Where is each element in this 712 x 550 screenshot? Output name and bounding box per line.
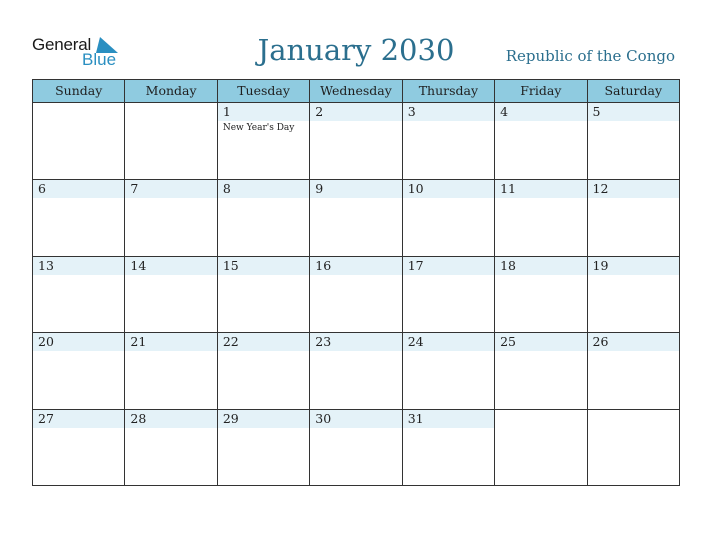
day-number: 11 [500,180,517,196]
day-number-band [403,103,494,121]
day-number: 31 [407,411,424,427]
day-cell [494,103,586,179]
weekday-saturday: Saturday [587,80,679,102]
week-row [33,256,679,333]
day-number: 14 [130,257,147,273]
day-cell [124,410,216,486]
day-cell [124,180,216,256]
day-number: 19 [592,257,609,273]
day-number: 5 [592,104,601,119]
day-number: 24 [407,334,424,350]
day-cell [402,257,494,333]
calendar-grid [32,79,680,486]
day-cell [494,257,586,333]
day-cell [309,257,401,333]
day-number: 7 [130,180,139,196]
holiday-label: New Year's Day [222,123,295,133]
day-cell [124,103,216,179]
day-number: 1 [222,104,231,119]
day-cell [33,410,124,486]
day-cell [587,257,679,333]
day-number: 3 [407,104,416,119]
week-row [33,409,679,486]
day-cell [217,410,309,486]
day-number: 6 [38,180,46,196]
day-cell [33,103,124,179]
weekday-monday: Monday [124,80,216,102]
day-cell [402,180,494,256]
logo-word-blue: Blue [82,50,117,69]
day-cell [217,257,309,333]
weekday-header [33,80,679,103]
day-number-band [218,103,309,121]
day-number: 13 [38,257,54,273]
week-row [33,103,679,179]
day-number-band [125,180,216,198]
weekday-tuesday: Tuesday [217,80,309,102]
day-cell [494,180,586,256]
day-number-band [218,180,309,198]
day-number: 23 [315,334,332,350]
day-cell [33,257,124,333]
day-cell [33,333,124,409]
day-number: 16 [315,257,332,273]
day-number: 20 [38,334,54,350]
day-cell [309,333,401,409]
weekday-thursday: Thursday [402,80,494,102]
day-cell [587,180,679,256]
calendar-weeks [33,103,679,486]
country-label: Republic of the Congo [505,47,675,65]
day-number-band [33,180,124,198]
day-cell [587,103,679,179]
day-cell [494,333,586,409]
day-number: 30 [315,411,332,427]
day-cell [217,180,309,256]
day-number: 8 [222,180,231,196]
weekday-sunday: Sunday [55,83,103,98]
day-number: 27 [38,411,54,427]
day-cell [402,103,494,179]
day-number: 21 [130,334,147,350]
day-number: 28 [130,411,147,427]
day-number-band [310,103,401,121]
day-number: 4 [500,104,509,119]
day-number-band [495,103,586,121]
day-cell [494,410,586,486]
logo-word-general: General [32,35,92,54]
day-number: 29 [222,411,239,427]
day-number: 10 [407,180,424,196]
page-title: January 2030 [257,33,455,67]
day-number: 25 [500,334,517,350]
week-row [33,179,679,256]
day-cell [309,410,401,486]
day-number-band [310,180,401,198]
week-row [33,332,679,409]
day-cell [217,333,309,409]
day-cell [33,180,124,256]
day-cell [217,103,309,179]
day-number-band [588,103,679,121]
day-number: 12 [592,180,609,196]
day-cell [124,333,216,409]
day-cell [309,103,401,179]
day-cell [402,410,494,486]
weekday-friday: Friday [494,80,586,102]
day-number: 2 [315,104,324,119]
weekday-wednesday: Wednesday [309,80,401,102]
day-number: 26 [592,334,609,350]
day-cell [587,333,679,409]
day-number: 17 [407,257,424,273]
day-cell [309,180,401,256]
day-number: 22 [222,334,239,350]
day-number: 9 [315,180,324,196]
day-number: 15 [222,257,239,273]
day-cell [587,410,679,486]
day-number: 18 [500,257,517,273]
day-cell [124,257,216,333]
day-cell [402,333,494,409]
